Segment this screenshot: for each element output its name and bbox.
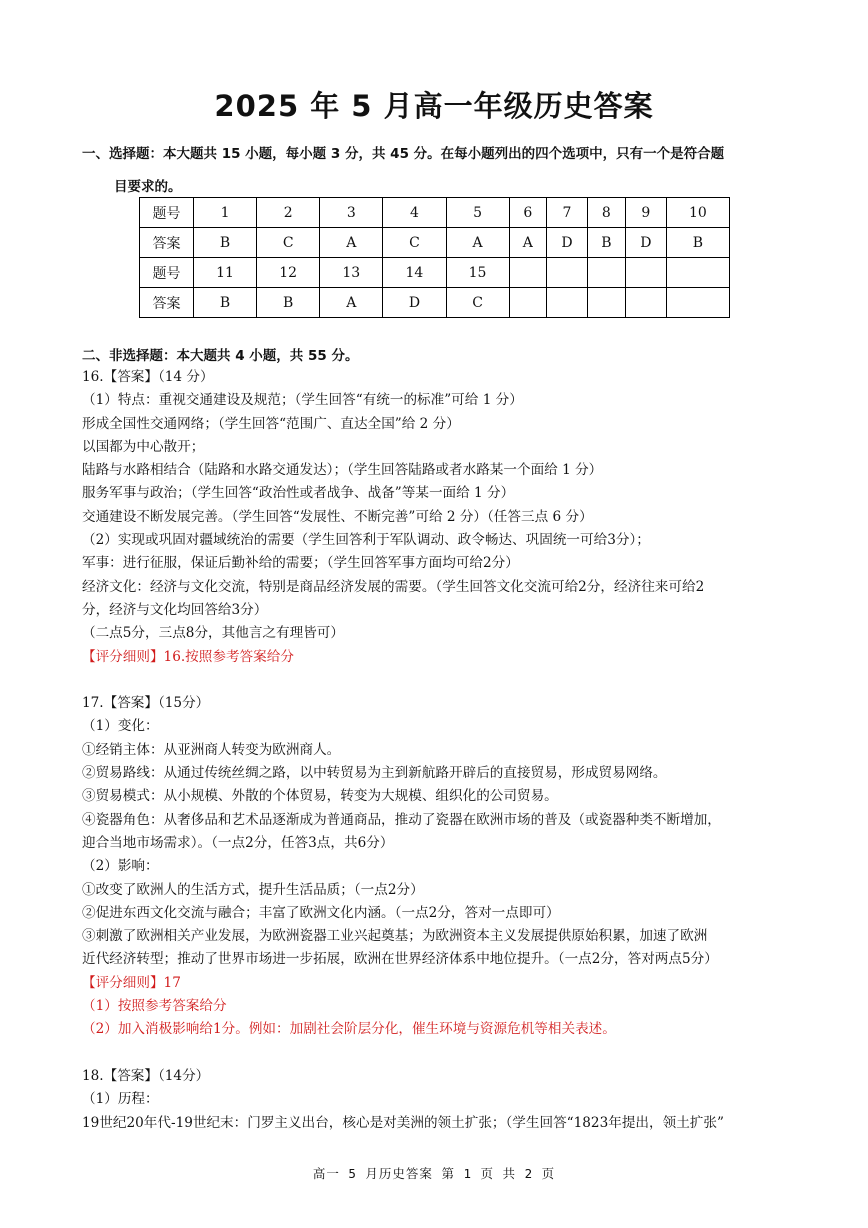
scoring-rule-line: 【评分细则】16.按照参考答案给分 [82,648,294,665]
section-2-heading: 二、非选择题：本大题共 4 小题，共 55 分。 [82,348,359,364]
table-cell [546,288,587,318]
table-cell: D [625,228,666,258]
table-cell: 15 [446,258,509,288]
page-footer: 高一 5 月历史答案 第 1 页 共 2 页 [312,1166,556,1181]
table-cell [666,258,729,288]
table-cell: A [320,288,383,318]
table-cell [625,258,666,288]
table-cell [625,288,666,318]
row-label: 题号 [140,198,194,228]
table-cell: C [383,228,446,258]
table-cell: 3 [320,198,383,228]
answer-line: 经济文化：经济与文化交流，特别是商品经济发展的需要。（学生回答文化交流可给2分，经济往来可给2 [82,578,705,595]
answer-line: （二点5分，三点8分，其他言之有理皆可） [82,625,344,642]
table-cell: A [446,228,509,258]
scoring-rule-line: （2）加入消极影响给1分。例如：加剧社会阶层分化，催生环境与资源危机等相关表述。 [82,1021,616,1038]
row-label: 题号 [140,258,194,288]
answer-row [140,228,730,258]
spacer [82,669,794,692]
table-cell: C [446,288,509,318]
answer-line: （2）影响： [82,858,159,875]
table-cell: B [194,288,257,318]
table-cell: 8 [587,198,625,228]
answer-line: （2）实现或巩固对疆域统治的需要（学生回答利于军队调动、政令畅达、巩固统一可给3分）； [82,532,650,549]
answer-line: ③贸易模式：从小规模、外散的个体贸易，转变为大规模、组织化的公司贸易。 [82,788,558,805]
answer-table [139,197,730,318]
table-cell [587,258,625,288]
answer-line: （1）历程： [82,1091,159,1108]
answer-line: 18.【答案】（14分） [82,1067,210,1084]
table-cell: 11 [194,258,257,288]
table-cell: 7 [546,198,587,228]
table-cell: C [257,228,320,258]
answer-line: 19世纪20年代-19世纪末：门罗主义出台，核心是对美洲的领土扩张；（学生回答“1823年提出，领土扩张” [82,1114,724,1131]
table-cell: D [383,288,446,318]
answer-line: 服务军事与政治；（学生回答“政治性或者战争、战备”等某一面给 1 分） [82,485,515,502]
section-1-line-1: 一、选择题：本大题共 15 小题，每小题 3 分，共 45 分。在每小题列出的四个选项中，只有一个是符合题 [82,146,725,162]
table-cell: B [257,288,320,318]
answer-line: 交通建设不断发展完善。（学生回答“发展性、不断完善”可给 2 分）（任答三点 6 分） [82,508,593,525]
answer-row [140,288,730,318]
page-title: 2025 年 5 月高一年级历史答案 [214,89,654,123]
scoring-rule-line: 【评分细则】17 [82,974,181,991]
table-cell: A [320,228,383,258]
table-cell: 6 [509,198,546,228]
answer-line: ①改变了欧洲人的生活方式，提升生活品质；（一点2分） [82,881,424,898]
row-label: 答案 [140,288,194,318]
table-cell [587,288,625,318]
answer-line: ①经销主体：从亚洲商人转变为欧洲商人。 [82,741,341,758]
answer-line: 形成全国性交通网络；（学生回答“范围广、直达全国”给 2 分） [82,415,460,432]
spacer [82,1042,794,1065]
table-cell: 2 [257,198,320,228]
table-cell: 9 [625,198,666,228]
section-1-heading [82,138,794,204]
table-cell [509,288,546,318]
section-1-line-2: 目要求的。 [114,179,182,195]
table-cell: B [587,228,625,258]
table-cell: 12 [257,258,320,288]
answer-line: 分，经济与文化均回答给3分） [82,601,268,618]
answer-line: ④瓷器角色：从奢侈品和艺术品逐渐成为普通商品，推动了瓷器在欧洲市场的普及（或瓷器种类不断增加， [82,811,721,828]
table-cell: 13 [320,258,383,288]
answer-line: （1）特点：重视交通建设及规范；（学生回答“有统一的标准”可给 1 分） [82,392,523,409]
answer-line: 16.【答案】（14 分） [82,369,214,385]
answer-line: 17.【答案】（15分） [82,695,210,712]
table-cell [509,258,546,288]
scoring-rule-line: （1）按照参考答案给分 [82,998,227,1015]
answer-line: （1）变化： [82,718,159,735]
table-cell: 14 [383,258,446,288]
answer-line: ③刺激了欧洲相关产业发展，为欧洲瓷器工业兴起奠基；为欧洲资本主义发展提供原始积累，加速了欧洲 [82,928,708,945]
answer-line: 以国都为中心散开； [82,438,205,455]
answer-line: ②贸易路线：从通过传统丝绸之路，以中转贸易为主到新航路开辟后的直接贸易，形成贸易网络。 [82,765,667,782]
answer-line: 军事：进行征服，保证后勤补给的需要；（学生回答军事方面均可给2分） [82,555,519,572]
table-cell [546,258,587,288]
table-cell: A [509,228,546,258]
table-cell: 1 [194,198,257,228]
table-cell: D [546,228,587,258]
question-number-row [140,198,730,228]
table-cell [666,288,729,318]
answer-body [82,366,794,1135]
question-number-row [140,258,730,288]
answer-line: 迎合当地市场需求）。（一点2分，任答3点，共6分） [82,834,394,851]
table-cell: B [194,228,257,258]
table-cell: 10 [666,198,729,228]
table-cell: 5 [446,198,509,228]
table-cell: B [666,228,729,258]
answer-line: 近代经济转型；推动了世界市场进一步拓展，欧洲在世界经济体系中地位提升。（一点2分，答对两点5分） [82,951,718,968]
row-label: 答案 [140,228,194,258]
answer-line: ②促进东西文化交流与融合；丰富了欧洲文化内涵。（一点2分，答对一点即可） [82,904,560,921]
answer-line: 陆路与水路相结合（陆路和水路交通发达）；（学生回答陆路或者水路某一个面给 1 分） [82,462,603,479]
table-cell: 4 [383,198,446,228]
